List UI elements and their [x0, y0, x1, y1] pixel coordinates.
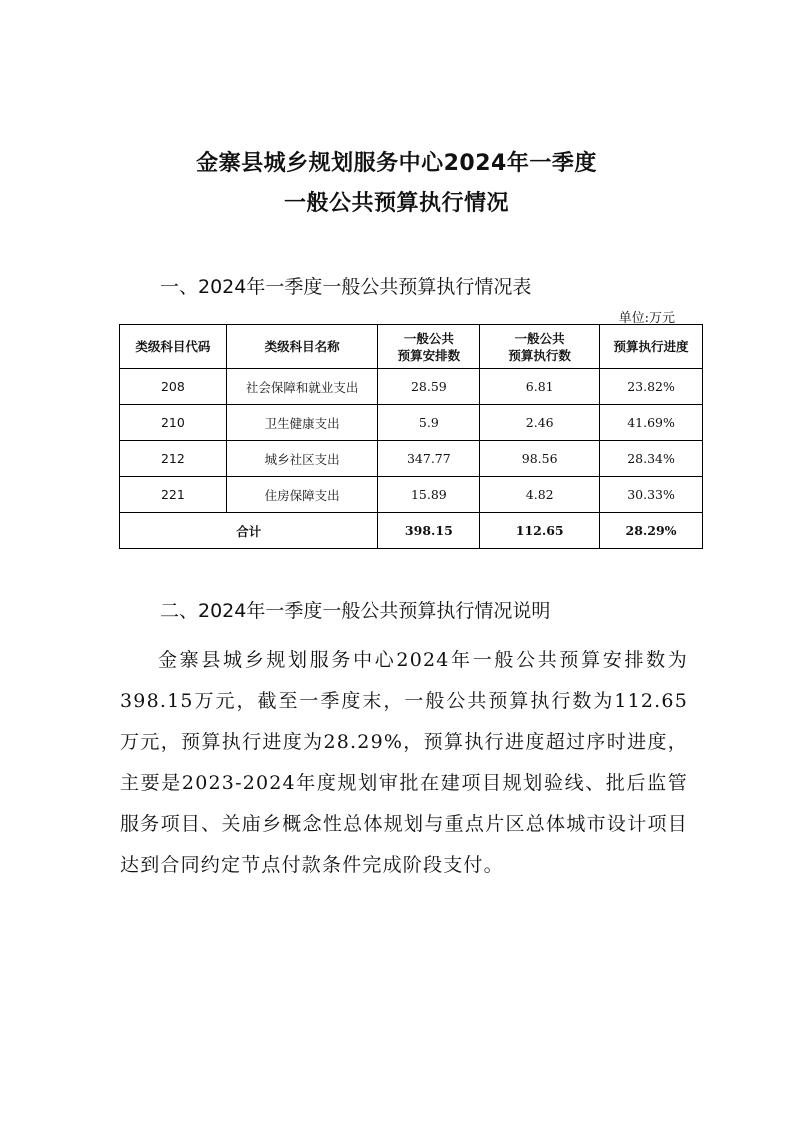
cell-progress: 41.69%: [600, 405, 703, 441]
total-budget: 398.15: [378, 513, 480, 549]
cell-code: 221: [120, 477, 227, 513]
unit-label: 单位:万元: [618, 311, 675, 326]
header-code: 类级科目代码: [120, 325, 227, 369]
header-executed: [480, 325, 600, 369]
cell-progress: 23.82%: [600, 369, 703, 405]
table-row: [120, 441, 703, 477]
cell-budget: 5.9: [378, 405, 480, 441]
budget-table: [119, 324, 703, 549]
header-name: 类级科目名称: [226, 325, 378, 369]
header-budget-line1: 一般公共: [403, 330, 454, 346]
cell-executed: 6.81: [480, 369, 600, 405]
table-row: [120, 369, 703, 405]
header-executed-line2: 预算执行数: [508, 347, 571, 363]
header-budget: [378, 325, 480, 369]
table-header-row: [120, 325, 703, 369]
cell-executed: 98.56: [480, 441, 600, 477]
cell-budget: 347.77: [378, 441, 480, 477]
header-executed-line1: 一般公共: [514, 330, 565, 346]
section1-heading: 一、2024年一季度一般公共预算执行情况表: [160, 276, 532, 298]
header-budget-line2: 预算安排数: [397, 347, 461, 363]
table-total-row: [120, 513, 703, 549]
cell-executed: 4.82: [480, 477, 600, 513]
cell-progress: 30.33%: [600, 477, 703, 513]
explanation-paragraph: 金寨县城乡规划服务中心2024年一般公共预算安排数为398.15万元，截至一季度末，一般公共预算执行数为112.65万元，预算执行进度为28.29%，预算执行进度超过序时进度，主要是2023-2024年度规划审批在建项目规划验线、批后监管服务项目、关庙乡概念性总体规划与重点片区总体城市设计项目达到合同约定节点付款条件完成阶段支付。: [120, 649, 688, 876]
cell-name: 城乡社区支出: [226, 441, 378, 477]
cell-progress: 28.34%: [600, 441, 703, 477]
total-progress: 28.29%: [600, 513, 703, 549]
document-title-line1: 金寨县城乡规划服务中心2024年一季度: [196, 151, 597, 176]
document-title-line2: 一般公共预算执行情况: [283, 191, 509, 216]
cell-name: 社会保障和就业支出: [226, 369, 378, 405]
section2-heading: 二、2024年一季度一般公共预算执行情况说明: [160, 600, 551, 622]
cell-code: 212: [120, 441, 227, 477]
cell-budget: 15.89: [378, 477, 480, 513]
table-row: [120, 477, 703, 513]
total-executed: 112.65: [480, 513, 600, 549]
total-label: 合计: [120, 513, 378, 549]
table-row: [120, 405, 703, 441]
cell-executed: 2.46: [480, 405, 600, 441]
cell-budget: 28.59: [378, 369, 480, 405]
cell-name: 住房保障支出: [226, 477, 378, 513]
cell-code: 208: [120, 369, 227, 405]
cell-code: 210: [120, 405, 227, 441]
cell-name: 卫生健康支出: [226, 405, 378, 441]
header-progress: 预算执行进度: [600, 325, 703, 369]
